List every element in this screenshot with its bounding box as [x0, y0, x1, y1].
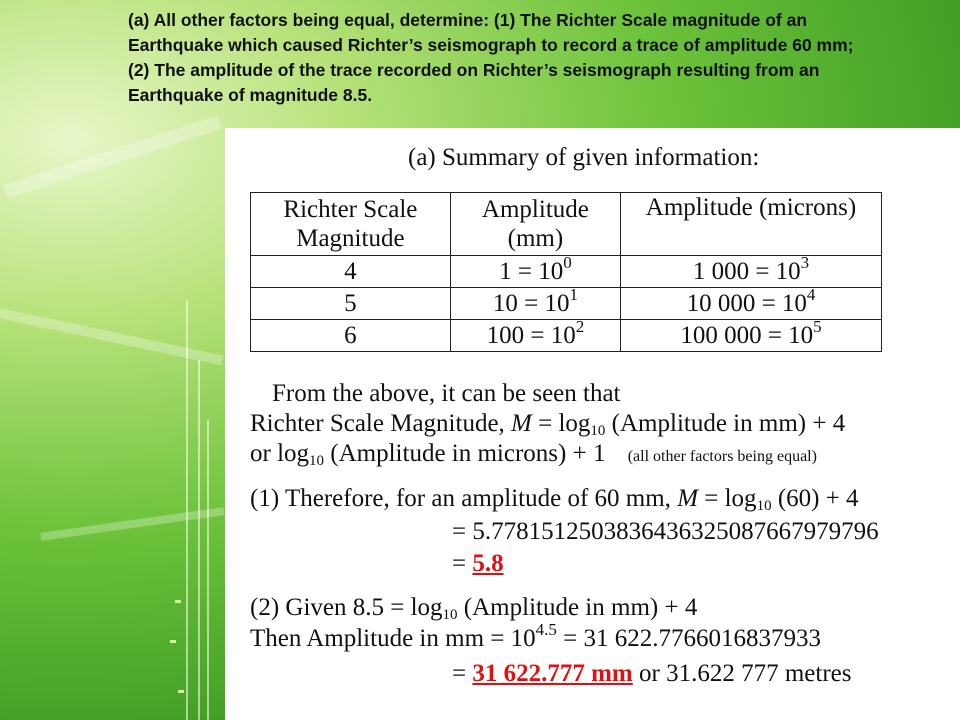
background-dot [170, 640, 176, 643]
cell-amplitude-mm: $10 = 10^1$ [450, 288, 620, 320]
question-heading [128, 8, 948, 108]
header-magnitude: Richter Scale Magnitude [251, 193, 451, 256]
part2-given-line: (2) Given $8.5 = \log_{10}$ (Amplitude in mm) + 4 [250, 594, 698, 623]
background-line [198, 360, 200, 720]
header-amplitude-microns: Amplitude (microns) [620, 193, 881, 256]
cell-amplitude-microns: 100 $000 = 10^5$ [620, 320, 881, 352]
question-line: (2) The amplitude of the trace recorded on Richter’s seismograph resulting from an [128, 60, 820, 80]
given-information-table [250, 192, 882, 352]
background-line [207, 420, 209, 720]
background-dot [175, 600, 181, 603]
background-dot [178, 690, 184, 693]
part1-answer: 5.8 [472, 550, 504, 577]
table-header-row [251, 193, 882, 256]
table-row [251, 256, 882, 288]
cell-magnitude: 5 [251, 288, 451, 320]
part1-answer-line: = 5.8 [452, 550, 504, 577]
part2-answer-line: = 31 622.777 mm or 31.622 777 metres [452, 660, 852, 687]
cell-amplitude-microns: 10 $000 = 10^4$ [620, 288, 881, 320]
cell-magnitude: 4 [251, 256, 451, 288]
formula-note: (all other factors being equal) [627, 448, 817, 465]
part2-answer: 31 622.777 mm [472, 660, 633, 687]
formula-line: Richter Scale Magnitude, $M = \log_{10}$ (Amplitude in mm) + 4 [250, 410, 846, 439]
question-line: (a) All other factors being equal, determine: (1) The Richter Scale magnitude of an [128, 10, 808, 30]
part1-step: = 5.7781512503836436325087667979796 [452, 518, 879, 545]
summary-title: (a) Summary of given information: [408, 144, 760, 171]
cell-magnitude: 6 [251, 320, 451, 352]
part1-line: (1) Therefore, for an amplitude of 60 mm, $M = \log_{10} (60) + 4$ [250, 485, 859, 514]
cell-amplitude-microns: 1 $000 = 10^3$ [620, 256, 881, 288]
table-row [251, 288, 882, 320]
question-line: Earthquake which caused Richter’s seismograph to record a trace of amplitude 60 mm; [128, 35, 854, 55]
derivation-intro: From the above, it can be seen that [272, 380, 621, 407]
header-amplitude-mm: Amplitude (mm) [450, 193, 620, 256]
question-line: Earthquake of magnitude 8.5. [128, 85, 373, 105]
cell-amplitude-mm: $1 = 10^0$ [450, 256, 620, 288]
table-row [251, 320, 882, 352]
background-line [186, 300, 188, 720]
part2-then-line: Then Amplitude in mm = $10^{4.5} = 31$ 622.7766016837933 [250, 620, 821, 652]
alt-formula-line: or $\log_{10}$ (Amplitude in microns) + 1 (all other factors being equal) [250, 440, 817, 469]
cell-amplitude-mm: $100 = 10^2$ [450, 320, 620, 352]
